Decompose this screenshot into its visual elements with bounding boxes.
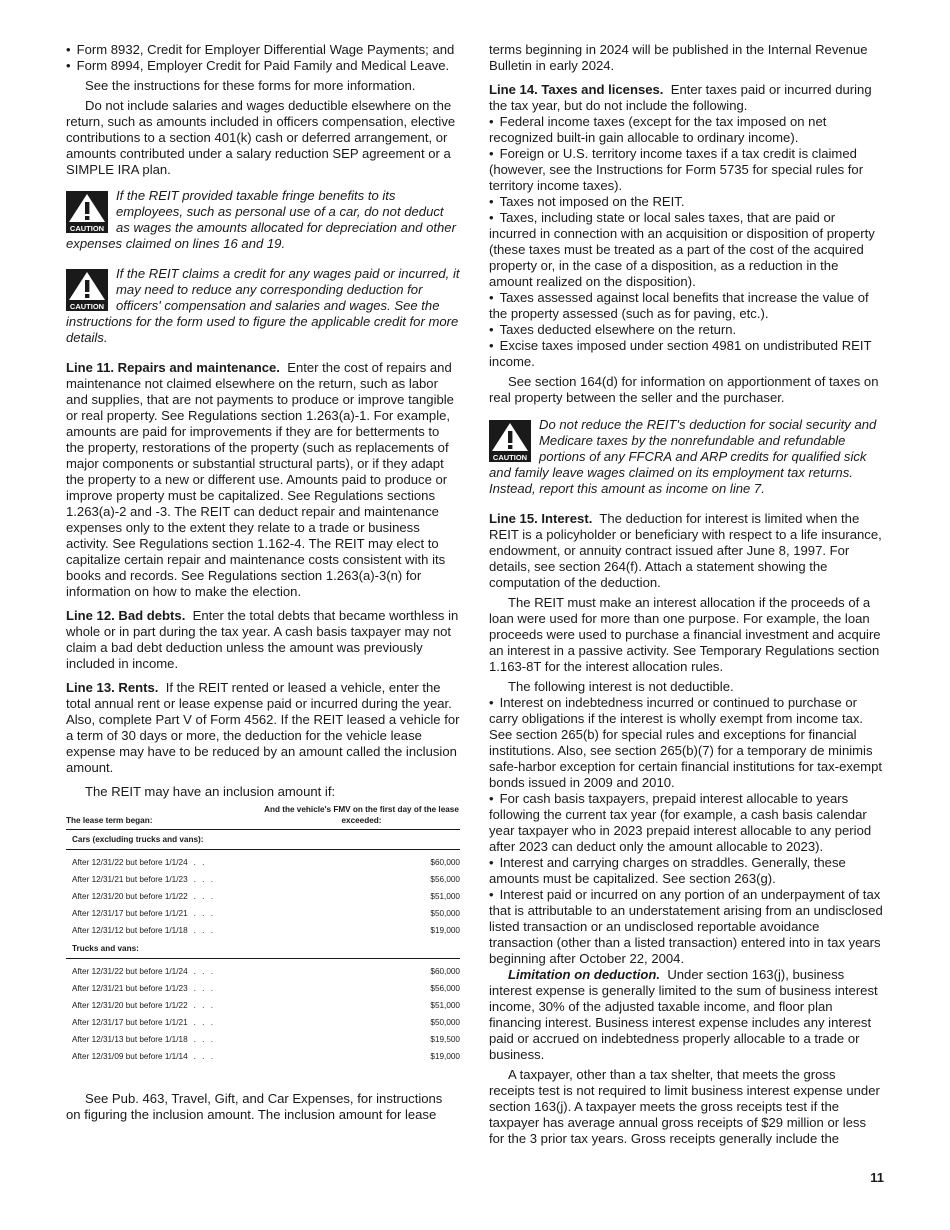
leader-dots: . . [193, 858, 207, 867]
value-cell: $51,000 [430, 1001, 460, 1010]
caution-text-fringe-benefits: If the REIT provided taxable fringe benefits to its employees, such as personal use of a car, do not deduct as wages the amounts allocated for depreciation and other expenses claimed on lines 16 and 19. [66, 188, 456, 251]
line-14-bullet: • Taxes assessed against local benefits that increase the value of the property assessed (such as for paving, etc.). [489, 290, 883, 322]
caution-icon [66, 269, 108, 311]
salaries-paragraph: Do not include salaries and wages deductible elsewhere on the return, such as amounts included in officers compensation, elective contributions to a section 401(k) cash or deferred arrangement, or amounts contributed under a salary reduction SEP agreement or a SIMPLE IRA plan. [66, 98, 456, 177]
leader-dots: . . . [193, 967, 215, 976]
line-11-heading: Line 11. Repairs and maintenance. [66, 360, 280, 375]
line-14-section [489, 82, 883, 114]
line-13-text: If the REIT rented or leased a vehicle, enter the total annual rent or lease expense paid or incurred during the year. Also, complete Part V of Form 4562. If the REIT leased a vehicle for a term of 30 days or more, the deduction for the vehicle lease expense may have to be reduced by an amount called the inclusion amount. [66, 680, 460, 775]
value-cell: $19,000 [430, 926, 460, 935]
line-15-text: The deduction for interest is limited when the REIT is a policyholder or beneficiary with respect to a life insurance, endowment, or annuity contract issued after June 8, 1997. For details, see section 264(f). Attach a statement showing the computation of the deduction. [489, 511, 882, 590]
term-cell: After 12/31/21 but before 1/1/23 [72, 875, 188, 884]
interest-bullet: • Interest paid or incurred on any portion of an underpayment of tax that is attributable to an understatement arising from an undisclosed listed transaction or an undisclosed reportable avoidance transaction (other than a listed transaction) entered into in tax years beginning after October 22, 2004. [489, 887, 883, 967]
gross-receipts-paragraph: A taxpayer, other than a tax shelter, that meets the gross receipts test is not required to limit business interest expense under section 163(j). A taxpayer meets the gross receipts test if the taxpayer has average annual gross receipts of $29 million or less for the 3 prior tax years. Gross receipts generally include the [489, 1067, 880, 1146]
table-group-trucks: Trucks and vans: [66, 939, 460, 959]
pub-463-paragraph: See Pub. 463, Travel, Gift, and Car Expenses, for instructions on figuring the inclusion amount. The inclusion amount for lease [66, 1091, 443, 1122]
table-row [66, 1048, 460, 1065]
value-cell: $60,000 [430, 967, 460, 976]
caution-box-ffcra [489, 417, 883, 497]
line-14-bullet: • Taxes deducted elsewhere on the return. [489, 322, 883, 338]
leader-dots: . . . [193, 984, 215, 993]
limitation-heading: Limitation on deduction. [508, 967, 661, 982]
term-cell: After 12/31/09 but before 1/1/14 [72, 1052, 188, 1061]
line-12-text: Enter the total debts that became worthless in whole or in part during the tax year. A cash basis taxpayer may not claim a bad debt deduction unless the amount was previously included in income. [66, 608, 459, 671]
line-14-heading: Line 14. Taxes and licenses. [489, 82, 664, 97]
value-cell: $56,000 [430, 984, 460, 993]
line-14-bullet: • Taxes not imposed on the REIT. [489, 194, 883, 210]
caution-text-ffcra: Do not reduce the REIT's deduction for social security and Medicare taxes by the nonrefundable and refundable portions of any FFCRA and ARP credits for qualified sick and family leave wages claimed on its employment tax returns. Instead, report this amount as income on line 7. [489, 417, 877, 496]
value-cell: $19,500 [430, 1035, 460, 1044]
term-cell: After 12/31/20 but before 1/1/22 [72, 1001, 188, 1010]
table-row [66, 997, 460, 1014]
line-12-heading: Line 12. Bad debts. [66, 608, 186, 623]
term-cell: After 12/31/17 but before 1/1/21 [72, 1018, 188, 1027]
page-number: 11 [870, 1170, 884, 1185]
table-row [66, 959, 460, 981]
line-11-text: Enter the cost of repairs and maintenance not claimed elsewhere on the return, such as labor and supplies, that are not payments to produce or improve tangible or real property. See Regulations section 1.263(a)-1. For example, amounts are paid for improvements if they are for betterments to the property, restorations of the property (such as replacements of major components or substantial structural parts), or if they adapt the property to a new or different use. Amounts paid to produce or improve property must be capitalized. See Regulations sections 1.263(a)-2 and -3. The REIT can deduct repair and maintenance expenses only to the extent they relate to a trade or business activity. See Regulations section 1.162-4. The REIT may elect to capitalize certain repair and maintenance costs consistent with its books and records. See Regulations section 1.263(a)-3(n) for information on how to make the election. [66, 360, 454, 599]
value-cell: $51,000 [430, 892, 460, 901]
table-row [66, 850, 460, 872]
limitation-section [489, 967, 883, 1063]
caution-label: CAUTION [492, 453, 528, 462]
caution-icon [489, 420, 531, 462]
term-cell: After 12/31/12 but before 1/1/18 [72, 926, 188, 935]
table-row [66, 980, 460, 997]
line-14-bullet: • Foreign or U.S. territory income taxes if a tax credit is claimed (however, see the Instructions for Form 5735 for special rules for territory income taxes). [489, 146, 883, 194]
leader-dots: . . . [193, 875, 215, 884]
value-cell: $19,000 [430, 1052, 460, 1061]
line-11-section [66, 360, 460, 600]
value-cell: $56,000 [430, 875, 460, 884]
leader-dots: . . . [193, 1035, 215, 1044]
leader-dots: . . . [193, 909, 215, 918]
table-row [66, 871, 460, 888]
value-cell: $50,000 [430, 1018, 460, 1027]
leader-dots: . . . [193, 1018, 215, 1027]
table-header-fmv: And the vehicle's FMV on the first day of the lease exceeded: [264, 805, 459, 825]
bullet-form-8994: • Form 8994, Employer Credit for Paid Family and Medical Leave. [66, 58, 460, 74]
line-13-heading: Line 13. Rents. [66, 680, 159, 695]
line-13-section [66, 680, 460, 776]
limitation-text: Under section 163(j), business interest expense is generally limited to the sum of business interest income, 30% of the adjusted taxable income, and floor plan financing interest. Business interest expense includes any interest paid or accrued on indebtedness properly allocable to a trade or business. [489, 967, 878, 1062]
not-deductible-intro: The following interest is not deductible. [508, 679, 734, 694]
line-14-bullet: • Taxes, including state or local sales taxes, that are paid or incurred in connection with an acquisition or disposition of property (these taxes must be treated as a part of the cost of the acquired property or, in the case of a disposition, as a reduction in the amount realized on the disposition). [489, 210, 883, 290]
allocation-paragraph: The REIT must make an interest allocation if the proceeds of a loan were used for more than one purpose. For example, the loan proceeds were used to purchase a financial investment and acquire an interest in a passive activity. See Temporary Regulations section 1.163-8T for the interest allocation rules. [489, 595, 881, 674]
leader-dots: . . . [193, 892, 215, 901]
bullet-form-8932: • Form 8932, Credit for Employer Differential Wage Payments; and [66, 42, 460, 58]
continued-paragraph: terms beginning in 2024 will be published in the Internal Revenue Bulletin in early 2024. [489, 42, 868, 73]
interest-bullet: • Interest on indebtedness incurred or continued to purchase or carry obligations if the interest is wholly exempt from income tax. See section 265(b) for special rules and exceptions for financial institutions. Also, see section 265(b)(7) for a temporary de minimis safe-harbor exception for certain financial institutions for tax-exempt bonds issued in 2009 and 2010. [489, 695, 883, 791]
line-14-bullet: • Federal income taxes (except for the tax imposed on net recognized built-in gain allocable to ordinary income). [489, 114, 883, 146]
interest-bullet: • Interest and carrying charges on straddles. Generally, these amounts must be capitalized. See section 263(g). [489, 855, 883, 887]
line-14-bullet: • Excise taxes imposed under section 4981 on undistributed REIT income. [489, 338, 883, 370]
line-15-heading: Line 15. Interest. [489, 511, 593, 526]
caution-label: CAUTION [69, 224, 105, 233]
line-12-section [66, 608, 460, 672]
section-164-paragraph: See section 164(d) for information on apportionment of taxes on real property between the seller and the purchaser. [489, 374, 879, 405]
table-row [66, 922, 460, 939]
table-row [66, 1031, 460, 1048]
term-cell: After 12/31/13 but before 1/1/18 [72, 1035, 188, 1044]
table-row [66, 905, 460, 922]
term-cell: After 12/31/20 but before 1/1/22 [72, 892, 188, 901]
term-cell: After 12/31/22 but before 1/1/24 [72, 858, 188, 867]
caution-icon [66, 191, 108, 233]
caution-box-wage-credit [66, 266, 460, 346]
term-cell: After 12/31/21 but before 1/1/23 [72, 984, 188, 993]
leader-dots: . . . [193, 1001, 215, 1010]
term-cell: After 12/31/22 but before 1/1/24 [72, 967, 188, 976]
inclusion-intro: The REIT may have an inclusion amount if: [85, 784, 336, 799]
inclusion-amount-table [66, 804, 460, 1065]
term-cell: After 12/31/17 but before 1/1/21 [72, 909, 188, 918]
caution-text-wage-credit: If the REIT claims a credit for any wages paid or incurred, it may need to reduce any corresponding deduction for officers' compensation and salaries and wages. See the instructions for the form used to figure the applicable credit for more details. [66, 266, 460, 345]
line-14-text: Enter taxes paid or incurred during the tax year, but do not include the following. [489, 82, 872, 113]
caution-box-fringe-benefits [66, 188, 460, 252]
table-row [66, 1014, 460, 1031]
value-cell: $50,000 [430, 909, 460, 918]
line-15-section [489, 511, 883, 591]
value-cell: $60,000 [430, 858, 460, 867]
leader-dots: . . . [193, 926, 215, 935]
table-group-cars: Cars (excluding trucks and vans): [66, 830, 460, 850]
caution-label: CAUTION [69, 302, 105, 311]
left-column [66, 42, 460, 1123]
see-instructions-text: See the instructions for these forms for more information. [85, 78, 416, 93]
table-header-lease-term: The lease term began: [66, 816, 153, 825]
table-row [66, 888, 460, 905]
right-column [489, 42, 883, 1147]
leader-dots: . . . [193, 1052, 215, 1061]
interest-bullet: • For cash basis taxpayers, prepaid interest allocable to years following the current tax year (for example, a cash basis calendar year taxpayer who in 2023 prepaid interest allocable to any period after 2023 can deduct only the amount allocable to 2023). [489, 791, 883, 855]
